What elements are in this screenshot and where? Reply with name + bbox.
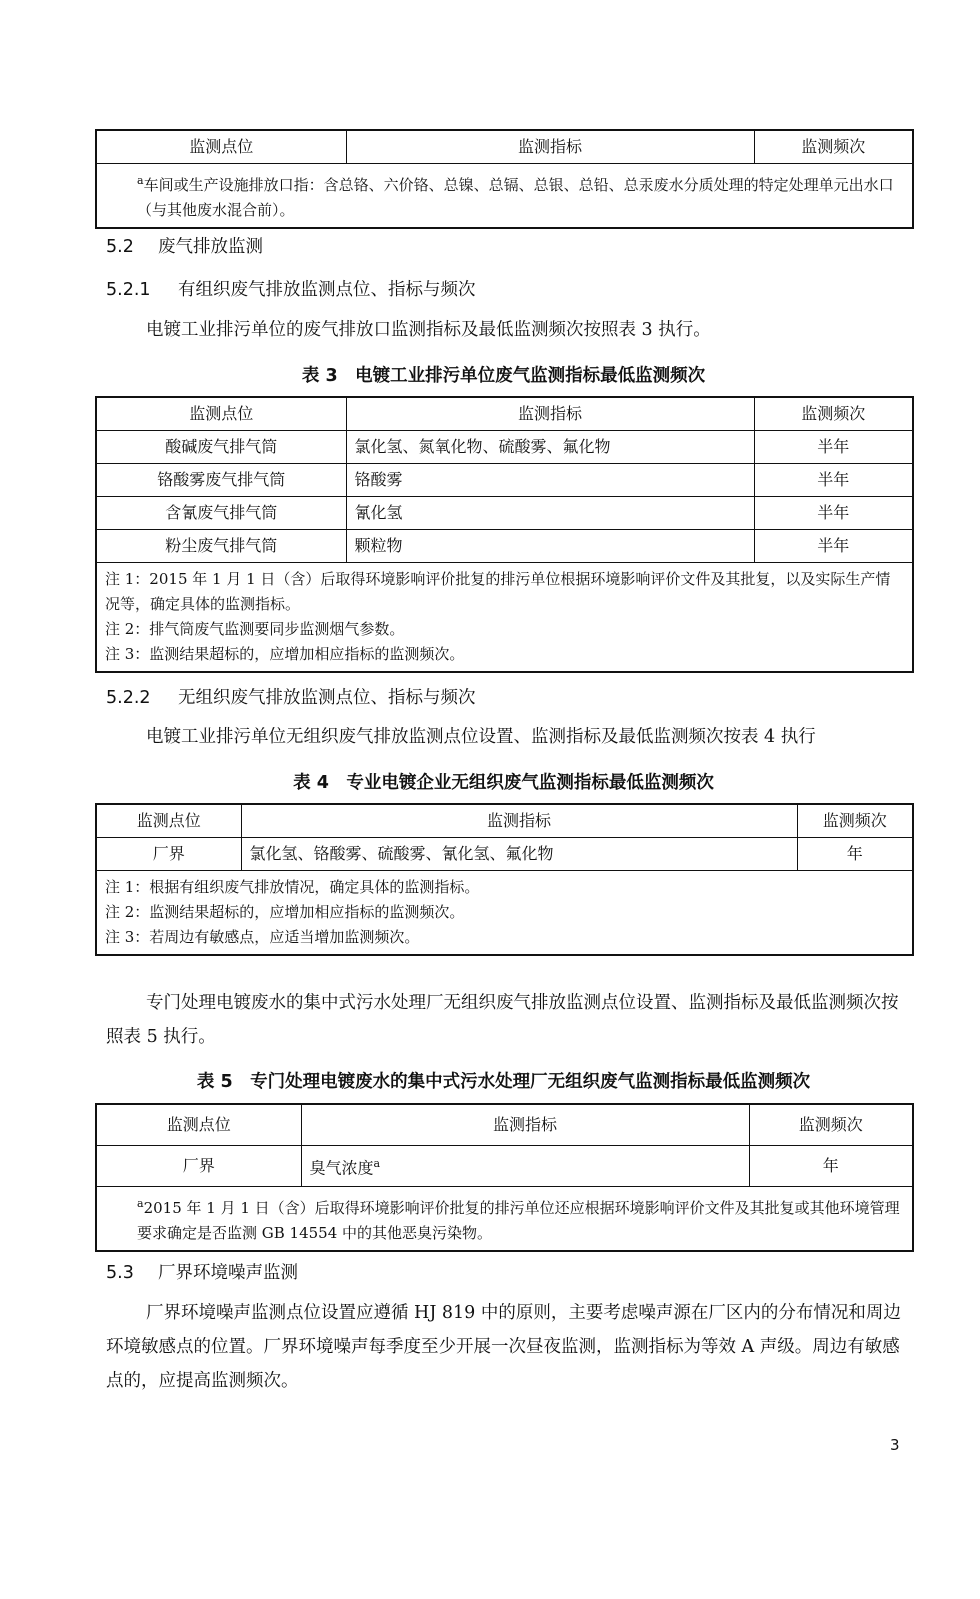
cell-indicator — [301, 1146, 749, 1187]
section-heading-5-2-2 — [106, 684, 476, 709]
table2-continued — [95, 129, 914, 229]
table-row — [96, 1146, 913, 1187]
table-header-row — [96, 397, 913, 431]
cell-frequency: 半年 — [754, 431, 913, 464]
note-text: 车间或生产设施排放口指：含总铬、六价铬、总镍、总镉、总银、总铅、总汞废水分质处理的特定处理单元出水口（与其他废水混合前）。 — [137, 176, 894, 219]
table5 — [95, 1103, 914, 1252]
table5-caption: 表 5 专门处理电镀废水的集中式污水处理厂无组织废气监测指标最低监测频次 — [196, 1072, 811, 1092]
section-number: 5.2 — [106, 237, 134, 257]
header-indicator: 监测指标 — [346, 397, 754, 431]
table-header-row — [96, 130, 913, 164]
note-3: 注 3：若周边有敏感点，应适当增加监测频次。 — [105, 928, 420, 946]
table-row — [96, 838, 913, 871]
header-indicator: 监测指标 — [346, 130, 754, 164]
table-row — [96, 431, 913, 464]
section-number: 5.2.1 — [106, 280, 151, 300]
cell-frequency: 年 — [749, 1146, 913, 1187]
cell-indicator: 颗粒物 — [346, 530, 754, 563]
header-frequency: 监测频次 — [749, 1104, 913, 1146]
note-1: 注 1：2015 年 1 月 1 日（含）后取得环境影响评价批复的排污单位根据环境影响评价文件及其批复，以及实际生产情况等，确定具体的监测指标。 — [105, 570, 891, 613]
table3 — [95, 396, 914, 673]
section-heading-5-2-1 — [106, 276, 476, 301]
paragraph-5-3: 厂界环境噪声监测点位设置应遵循 HJ 819 中的原则，主要考虑噪声源在厂区内的分布情况和周边环境敏感点的位置。厂界环境噪声每季度至少开展一次昼夜监测，监测指标为等效 A 声级。周边有敏感点的，应提高监测频次。 — [106, 1303, 901, 1391]
cell-frequency: 半年 — [754, 530, 913, 563]
header-point: 监测点位 — [96, 397, 346, 431]
indicator-marker: a — [373, 1156, 381, 1170]
cell-frequency: 年 — [797, 838, 913, 871]
section-title: 有组织废气排放监测点位、指标与频次 — [178, 280, 476, 300]
table-notes — [96, 871, 913, 956]
header-indicator: 监测指标 — [301, 1104, 749, 1146]
section-heading-5-2 — [106, 233, 263, 258]
table-note — [96, 164, 913, 229]
note-text: 2015 年 1 月 1 日（含）后取得环境影响评价批复的排污单位还应根据环境影响评价文件及其批复或其他环境管理要求确定是否监测 GB 14554 中的其他恶臭污染物。 — [137, 1199, 900, 1242]
table-note — [96, 1187, 913, 1252]
cell-point: 铬酸雾废气排气筒 — [96, 464, 346, 497]
note-2: 注 2：监测结果超标的，应增加相应指标的监测频次。 — [105, 903, 465, 921]
cell-frequency: 半年 — [754, 464, 913, 497]
cell-indicator: 氯化氢、铬酸雾、硫酸雾、氰化氢、氟化物 — [241, 838, 797, 871]
note-1: 注 1：根据有组织废气排放情况，确定具体的监测指标。 — [105, 878, 480, 896]
table-notes — [96, 563, 913, 673]
note-2: 注 2：排气筒废气监测要同步监测烟气参数。 — [105, 620, 405, 638]
cell-point: 厂界 — [96, 1146, 301, 1187]
indicator-text: 臭气浓度 — [309, 1158, 374, 1178]
paragraph-5-2-1: 电镀工业排污单位的废气排放口监测指标及最低监测频次按照表 3 执行。 — [146, 320, 711, 340]
section-number: 5.3 — [106, 1263, 134, 1283]
table-note-row — [96, 1187, 913, 1252]
table4 — [95, 803, 914, 956]
header-frequency: 监测频次 — [754, 130, 913, 164]
table-note-row — [96, 164, 913, 229]
table-row — [96, 530, 913, 563]
header-indicator: 监测指标 — [241, 804, 797, 838]
section-title: 无组织废气排放监测点位、指标与频次 — [178, 688, 476, 708]
section-heading-5-3 — [106, 1259, 298, 1284]
table4-caption: 表 4 专业电镀企业无组织废气监测指标最低监测频次 — [293, 773, 714, 793]
table-note-row — [96, 563, 913, 673]
section-title: 厂界环境噪声监测 — [158, 1263, 298, 1283]
table-row — [96, 464, 913, 497]
header-frequency: 监测频次 — [797, 804, 913, 838]
table-header-row — [96, 804, 913, 838]
note-marker: a — [137, 1197, 144, 1210]
header-point: 监测点位 — [96, 804, 241, 838]
cell-point: 粉尘废气排气筒 — [96, 530, 346, 563]
cell-point: 含氰废气排气筒 — [96, 497, 346, 530]
cell-point: 酸碱废气排气筒 — [96, 431, 346, 464]
paragraph-5-2-2: 电镀工业排污单位无组织废气排放监测点位设置、监测指标及最低监测频次按表 4 执行 — [146, 727, 816, 747]
note-3: 注 3：监测结果超标的，应增加相应指标的监测频次。 — [105, 645, 465, 663]
table-row — [96, 497, 913, 530]
table-note-row — [96, 871, 913, 956]
page-number: 3 — [890, 1436, 900, 1454]
section-number: 5.2.2 — [106, 688, 151, 708]
header-point: 监测点位 — [96, 130, 346, 164]
table3-caption: 表 3 电镀工业排污单位废气监测指标最低监测频次 — [301, 366, 706, 386]
cell-indicator: 铬酸雾 — [346, 464, 754, 497]
paragraph-table5-intro: 专门处理电镀废水的集中式污水处理厂无组织废气排放监测点位设置、监测指标及最低监测频次按照表 5 执行。 — [106, 993, 899, 1047]
section-title: 废气排放监测 — [158, 237, 263, 257]
cell-indicator: 氯化氢、氮氧化物、硫酸雾、氟化物 — [346, 431, 754, 464]
table-header-row — [96, 1104, 913, 1146]
cell-frequency: 半年 — [754, 497, 913, 530]
cell-point: 厂界 — [96, 838, 241, 871]
cell-indicator: 氰化氢 — [346, 497, 754, 530]
note-marker: a — [137, 174, 144, 187]
header-frequency: 监测频次 — [754, 397, 913, 431]
header-point: 监测点位 — [96, 1104, 301, 1146]
